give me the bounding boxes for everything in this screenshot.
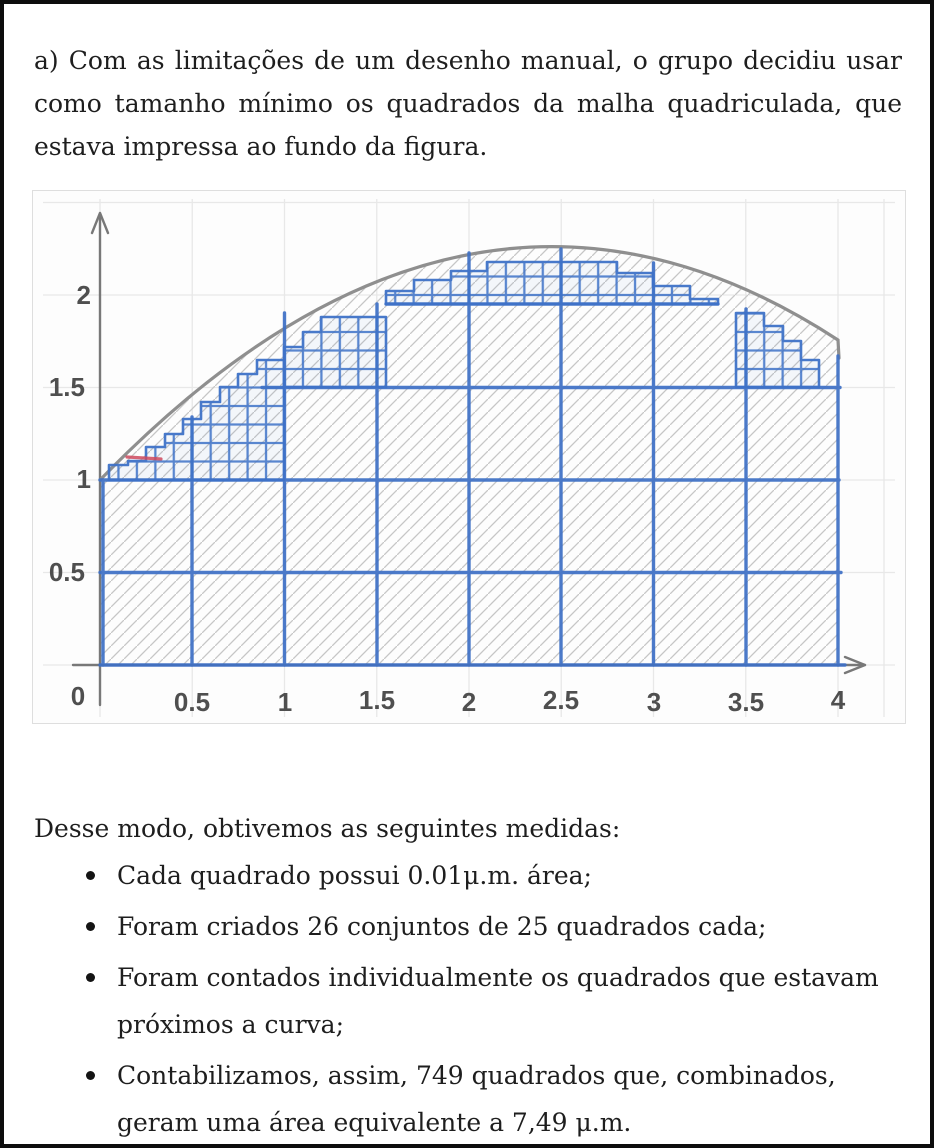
list-item-text: Contabilizamos, assim, 749 quadrados que, combinados, geram uma área equivalente a 7,49 μ.m.: [117, 1061, 836, 1137]
x-tick-label: 1: [277, 687, 293, 717]
measures-list: [34, 852, 888, 1148]
small-squares-band-left-staircase: [109, 360, 284, 480]
measures-intro: Desse modo, obtivemos as seguintes medidas:: [34, 814, 621, 843]
y-tick-label: 1: [76, 464, 91, 494]
list-item: [34, 954, 888, 1048]
figure-panel: [32, 190, 906, 724]
bullet-dot-icon: [86, 871, 95, 880]
x-tick-label: 2.5: [542, 685, 580, 715]
list-item: [34, 903, 888, 950]
y-tick-label: 0.5: [48, 557, 85, 587]
list-item-text: Cada quadrado possui 0.01μ.m. área;: [117, 861, 592, 890]
y-tick-label: 2: [76, 280, 91, 310]
bullet-dot-icon: [86, 1071, 95, 1080]
origin-tick-label: 0: [70, 681, 86, 711]
red-mark: [127, 457, 161, 459]
list-item: [34, 1052, 888, 1146]
figure-plot: [33, 191, 907, 725]
intro-paragraph: a) Com as limitações de um desenho manual, o grupo decidiu usar como tamanho mínimo os quadrados da malha quadriculada, que estava impressa ao fundo da figura.: [34, 46, 902, 161]
list-item: [34, 852, 888, 899]
x-tick-label: 2: [461, 687, 477, 717]
list-item-text: Foram criados 26 conjuntos de 25 quadrados cada;: [117, 912, 767, 941]
x-tick-label: 3: [646, 687, 662, 717]
y-tick-label: 1.5: [48, 372, 85, 402]
x-tick-label: 0.5: [173, 687, 211, 717]
x-tick-label: 1.5: [358, 685, 396, 715]
x-tick-label: 3.5: [727, 687, 765, 717]
bullet-dot-icon: [86, 973, 95, 982]
list-item-text: Foram contados individualmente os quadrados que estavam próximos a curva;: [117, 963, 879, 1039]
x-tick-label: 4: [830, 685, 846, 715]
bullet-dot-icon: [86, 922, 95, 931]
